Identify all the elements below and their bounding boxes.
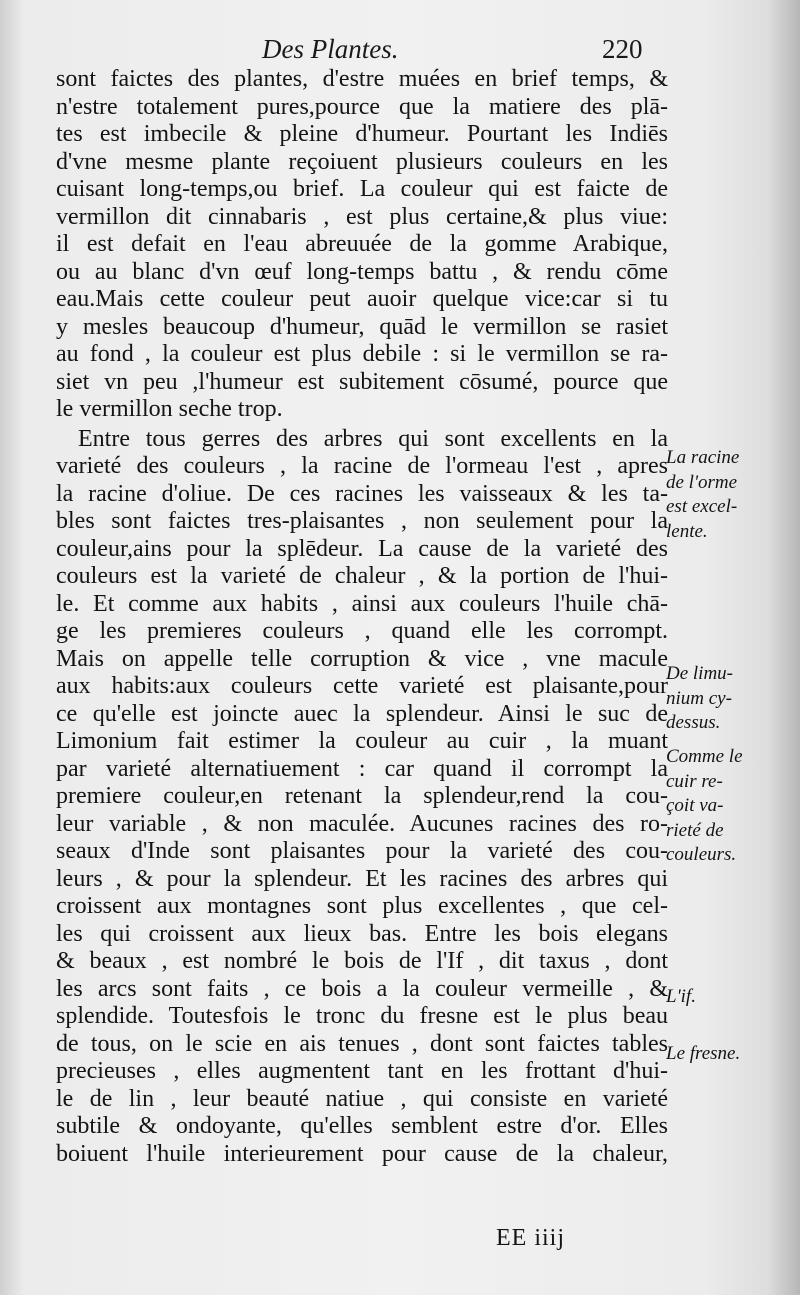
margin-note-fresne: [666, 1042, 794, 1067]
text-line: ce qu'elle est joincte auec la splendeur. Ainsi le suc de: [56, 700, 668, 727]
margin-note-if: [666, 985, 794, 1010]
running-title: Des Plantes.: [262, 34, 399, 64]
text-line: le. Et comme aux habits , ainsi aux couleurs l'huile chā-: [56, 590, 668, 617]
margin-note-line: de l'orme: [666, 471, 738, 493]
paragraph-start-line: Entre tous gerres des arbres qui sont excellents en la: [78, 425, 668, 452]
margin-note-line: couleurs.: [666, 844, 737, 865]
margin-note-line: est excel-: [666, 496, 738, 517]
text-line: par varieté alternatiuement : car quand il corrompt la: [56, 755, 668, 782]
text-line: ou au blanc d'vn œuf long-temps battu , & rendu cōme: [56, 258, 668, 285]
text-line: precieuses , elles augmentent tant en les frottant d'hui-: [56, 1058, 668, 1084]
text-line: cuisant long-temps,ou brief. La couleur qui est faicte de: [56, 176, 668, 202]
signature-mark: EE iiij: [496, 1225, 565, 1251]
margin-note-line: L'if.: [666, 986, 696, 1007]
text-line: aux habits:aux couleurs cette varieté est plaisante,pour: [56, 673, 668, 699]
text-line: la racine d'oliue. De ces racines les vaisseaux & les ta-: [56, 480, 668, 507]
text-line: croissent aux montagnes sont plus excellentes , que cel-: [56, 893, 668, 919]
text-line: eau.Mais cette couleur peut auoir quelque vice:car si tu: [56, 286, 668, 312]
margin-note-cuir: [666, 745, 794, 868]
text-line: les qui croissent aux lieux bas. Entre les bois elegans: [56, 920, 668, 947]
paragraph-end-line: le vermillon seche trop.: [56, 396, 283, 422]
margin-note-orme: [666, 446, 794, 544]
margin-note-line: dessus.: [666, 712, 721, 733]
text-line: Limonium fait estimer la couleur au cuir , la muant: [56, 728, 668, 754]
text-line: y mesles beaucoup d'humeur, quād le vermillon se rasiet: [56, 313, 668, 340]
margin-note-line: Comme le: [666, 746, 743, 767]
text-line: tes est imbecile & pleine d'humeur. Pourtant les Indiēs: [56, 121, 668, 147]
text-line: leurs , & pour la splendeur. Et les racines des arbres qui: [56, 865, 668, 892]
margin-note-line: lente.: [666, 520, 708, 542]
margin-note-line: rieté de: [666, 819, 724, 841]
page-edge-shadow: [768, 0, 800, 1295]
text-line: & beaux , est nombré le bois de l'If , dit taxus , dont: [56, 948, 668, 974]
text-line: sont faictes des plantes, d'estre muées en brief temps, &: [56, 66, 668, 92]
text-line: d'vne mesme plante reçoiuent plusieurs couleurs en les: [56, 148, 668, 175]
text-line: au fond , la couleur est plus debile : si le vermillon se ra-: [56, 341, 668, 367]
text-line: premiere couleur,en retenant la splendeur,rend la cou-: [56, 783, 668, 809]
text-line: subtile & ondoyante, qu'elles semblent estre d'or. Elles: [56, 1113, 668, 1139]
page-header: [262, 34, 662, 70]
text-line: splendide. Toutesfois le tronc du fresne est le plus beau: [56, 1003, 668, 1029]
margin-note-line: çoit va-: [666, 795, 724, 816]
text-line: le de lin , leur beauté natiue , qui consiste en varieté: [56, 1085, 668, 1112]
margin-note-line: cuir re-: [666, 770, 723, 792]
margin-note-line: La racine: [666, 447, 740, 468]
margin-note-limunium: [666, 662, 794, 736]
text-line: couleur,ains pour la splēdeur. La cause de la varieté des: [56, 535, 668, 562]
text-line: de tous, on le scie en ais tenues , dont sont faictes tables: [56, 1030, 668, 1057]
text-line: leur variable , & non maculée. Aucunes racines des ro-: [56, 810, 668, 837]
text-line: siet vn peu ,l'humeur est subitement cōsumé, pource que: [56, 368, 668, 395]
text-line: bles sont faictes tres-plaisantes , non seulement pour la: [56, 508, 668, 534]
text-line: varieté des couleurs , la racine de l'ormeau l'est , apres: [56, 453, 668, 479]
text-line: les arcs sont faits , ce bois a la couleur vermeille , &: [56, 975, 668, 1002]
text-line: seaux d'Inde sont plaisantes pour la varieté des cou-: [56, 838, 668, 864]
text-line: Mais on appelle telle corruption & vice , vne macule: [56, 645, 668, 672]
margin-note-line: nium cy-: [666, 687, 732, 709]
margin-note-line: De limu-: [666, 663, 734, 684]
text-line: il est defait en l'eau abreuuée de la gomme Arabique,: [56, 231, 668, 257]
text-line: n'estre totalement pures,pource que la matiere des plā-: [56, 93, 668, 120]
main-text-block: [56, 66, 668, 1168]
page-number: 220: [602, 34, 643, 64]
margin-note-line: Le fresne.: [666, 1043, 741, 1064]
text-line: couleurs est la varieté de chaleur , & la portion de l'hui-: [56, 563, 668, 589]
text-line: vermillon dit cinnabaris , est plus certaine,& plus viue:: [56, 203, 668, 230]
text-line: ge les premieres couleurs , quand elle les corrompt.: [56, 618, 668, 644]
text-line: boiuent l'huile interieurement pour cause de la chaleur,: [56, 1140, 668, 1167]
